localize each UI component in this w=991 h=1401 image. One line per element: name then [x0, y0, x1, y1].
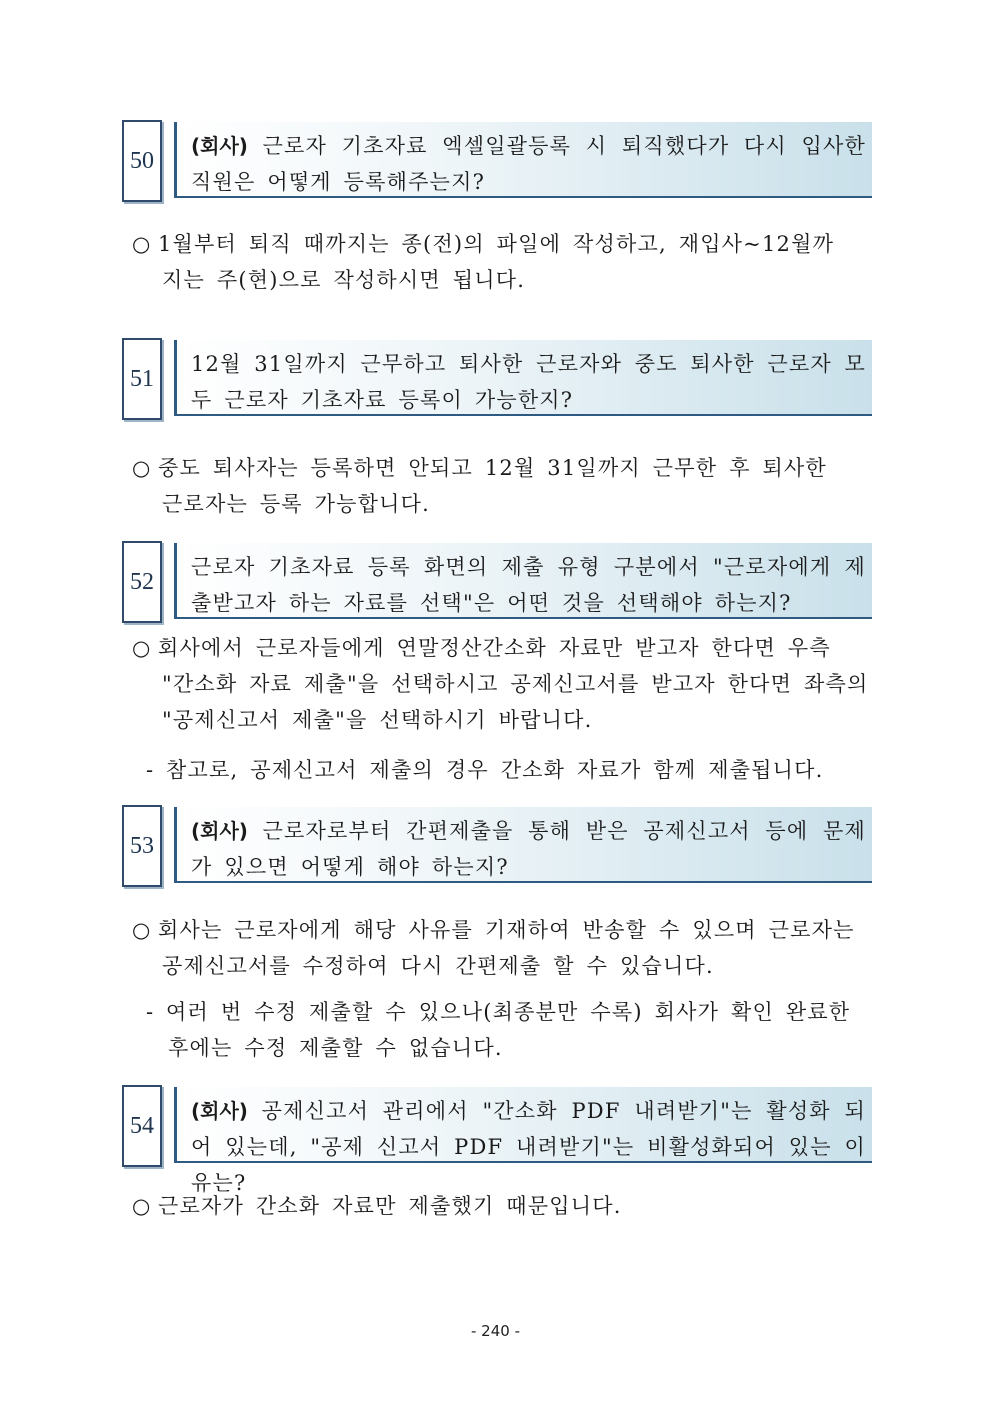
- answer-line: ○ 회사에서 근로자들에게 연말정산간소화 자료만 받고자 한다면 우측: [132, 636, 831, 660]
- answer-50: [132, 226, 872, 298]
- note-line: 후에는 수정 제출할 수 없습니다.: [168, 1036, 503, 1060]
- answer-52: [132, 630, 872, 738]
- answer-line: 지는 주(현)으로 작성하시면 됩니다.: [162, 268, 526, 292]
- answer-line: ○ 1월부터 퇴직 때까지는 종(전)의 파일에 작성하고, 재입사~12월까: [132, 232, 835, 256]
- answer-53-note: [146, 994, 872, 1066]
- question-text: (회사) 공제신고서 관리에서 "간소화 PDF 내려받기"는 활성화 되어 있는데, "공제 신고서 PDF 내려받기"는 비활성화되어 있는 이유는?: [191, 1099, 866, 1195]
- answer-54: [132, 1188, 872, 1224]
- page-number: - 240 -: [471, 1322, 520, 1340]
- question-box: [174, 807, 872, 883]
- note-line: - 여러 번 수정 제출할 수 있으나(최종분만 수록) 회사가 확인 완료한: [146, 1000, 851, 1024]
- question-number: 54: [122, 1085, 162, 1167]
- question-text: (회사) 근로자 기초자료 엑셀일괄등록 시 퇴직했다가 다시 입사한 직원은 어떻게 등록해주는지?: [191, 134, 866, 194]
- question-box: [174, 122, 872, 198]
- question-number: 53: [122, 805, 162, 887]
- question-number: 51: [122, 338, 162, 420]
- answer-line: ○ 중도 퇴사자는 등록하면 안되고 12월 31일까지 근무한 후 퇴사한: [132, 456, 827, 480]
- question-box: [174, 543, 872, 619]
- question-number: 52: [122, 541, 162, 623]
- question-tag: (회사): [191, 1099, 248, 1123]
- note-line: - 참고로, 공제신고서 제출의 경우 간소화 자료가 함께 제출됩니다.: [146, 758, 824, 782]
- answer-line: 공제신고서를 수정하여 다시 간편제출 할 수 있습니다.: [162, 954, 714, 978]
- answer-line: ○ 회사는 근로자에게 해당 사유를 기재하여 반송할 수 있으며 근로자는: [132, 918, 855, 942]
- answer-line: "간소화 자료 제출"을 선택하시고 공제신고서를 받고자 한다면 좌측의: [162, 672, 869, 696]
- answer-line: "공제신고서 제출"을 선택하시기 바랍니다.: [162, 708, 593, 732]
- answer-line: 근로자는 등록 가능합니다.: [162, 492, 430, 516]
- answer-53: [132, 912, 872, 984]
- question-text: (회사) 근로자로부터 간편제출을 통해 받은 공제신고서 등에 문제가 있으면 어떻게 해야 하는지?: [191, 819, 866, 879]
- answer-51: [132, 450, 872, 522]
- question-tag: (회사): [191, 134, 248, 158]
- question-text: 근로자 기초자료 등록 화면의 제출 유형 구분에서 "근로자에게 제출받고자 하는 자료를 선택"은 어떤 것을 선택해야 하는지?: [191, 555, 866, 615]
- question-box: [174, 340, 872, 416]
- question-number: 50: [122, 120, 162, 202]
- question-box: [174, 1087, 872, 1195]
- answer-line: ○ 근로자가 간소화 자료만 제출했기 때문입니다.: [132, 1194, 622, 1218]
- question-tag: (회사): [191, 819, 248, 843]
- answer-52-note: [146, 752, 872, 788]
- question-text: 12월 31일까지 근무하고 퇴사한 근로자와 중도 퇴사한 근로자 모두 근로자 기초자료 등록이 가능한지?: [191, 352, 866, 412]
